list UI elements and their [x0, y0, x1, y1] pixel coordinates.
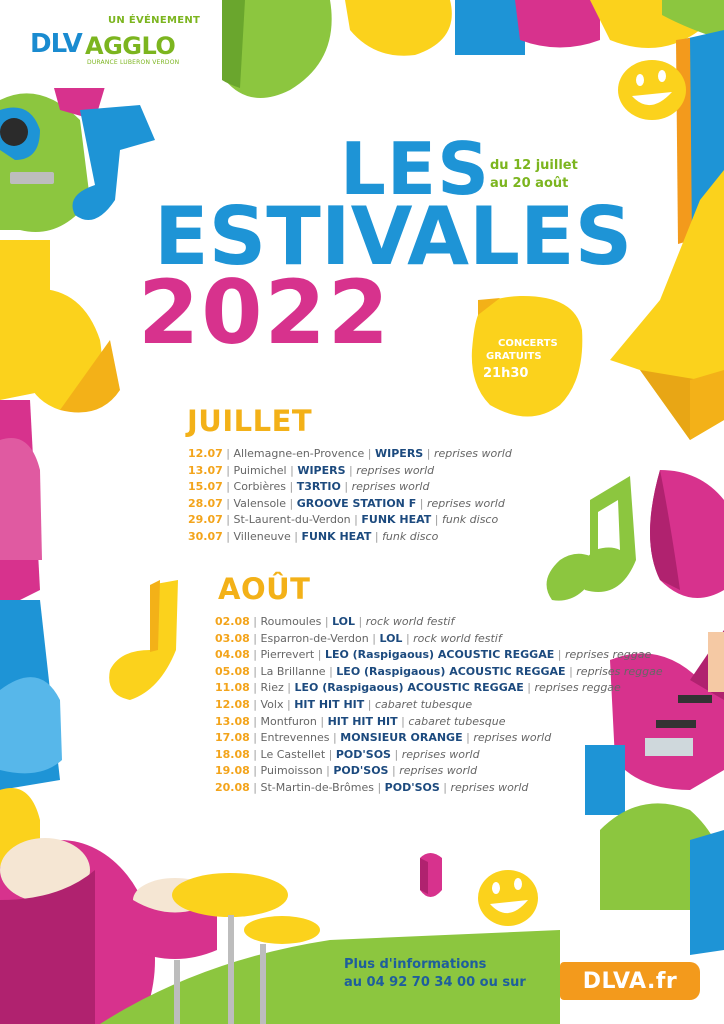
event-date: 28.07	[188, 496, 223, 510]
event-date: 12.08	[215, 697, 250, 711]
logo-subtitle: DURANCE LUBERON VERDON	[87, 59, 180, 66]
event-genre: reprises world	[433, 447, 512, 460]
separator: |	[226, 496, 231, 510]
separator: |	[354, 513, 358, 527]
event-band: LEO (Raspigaous) ACOUSTIC REGGAE	[294, 681, 524, 695]
event-place: Pierrevert	[260, 648, 315, 662]
event-place: Puimichel	[233, 463, 287, 477]
event-date: 02.08	[215, 615, 250, 628]
separator: |	[367, 447, 372, 460]
event-row	[215, 631, 663, 648]
event-row	[188, 512, 512, 529]
website-link[interactable]	[560, 962, 700, 1000]
event-band: MONSIEUR ORANGE	[340, 731, 463, 745]
event-place: Valensole	[233, 496, 287, 510]
smiley-bottom	[478, 870, 538, 926]
separator: |	[253, 631, 258, 645]
event-band: HIT HIT HIT	[294, 697, 365, 711]
separator: |	[317, 648, 322, 662]
event-date: 20.08	[215, 780, 250, 794]
separator: |	[226, 463, 231, 477]
separator: |	[326, 764, 330, 778]
separator: |	[287, 681, 291, 695]
event-genre: cabaret tubesque	[408, 714, 506, 728]
event-genre: reprises world	[399, 764, 478, 778]
dlva-logo	[0, 0, 210, 88]
event-date: 18.08	[215, 747, 250, 761]
event-genre: reprises world	[356, 463, 435, 477]
event-date: 30.07	[188, 529, 223, 543]
orange-strip-right	[676, 38, 692, 244]
event-genre: reprises world	[351, 480, 430, 494]
month-heading-juillet: JUILLET	[187, 404, 313, 438]
event-date: 19.08	[215, 764, 250, 778]
separator: |	[358, 615, 363, 628]
event-row	[215, 730, 663, 747]
separator: |	[405, 631, 410, 645]
event-row	[188, 529, 512, 546]
event-place: Esparron-de-Verdon	[260, 631, 369, 645]
event-row	[215, 780, 663, 797]
event-band: GROOVE STATION F	[296, 496, 417, 510]
event-band: LEO (Raspigaous) ACOUSTIC REGGAE	[336, 664, 566, 678]
event-genre: reprises reggae	[564, 648, 652, 662]
event-row	[188, 446, 512, 463]
event-band: POD'SOS	[384, 780, 440, 794]
cymbal-1	[172, 873, 288, 917]
event-place: Entrevennes	[260, 731, 330, 745]
separator: |	[329, 664, 333, 678]
blue-block-top	[455, 0, 525, 55]
separator: |	[426, 447, 431, 460]
event-date: 05.08	[215, 664, 250, 678]
separator: |	[443, 780, 447, 794]
separator: |	[253, 764, 258, 778]
separator: |	[466, 731, 470, 745]
event-row	[215, 664, 663, 681]
separator: |	[226, 447, 231, 460]
separator: |	[374, 529, 379, 543]
event-place: St-Laurent-du-Verdon	[233, 513, 351, 527]
vertical-credit-mark	[703, 930, 709, 938]
event-date: 13.08	[215, 714, 250, 728]
dates-to: au 20 août	[490, 176, 569, 191]
event-place: Allemagne-en-Provence	[233, 447, 365, 460]
event-genre: rock world festif	[365, 615, 455, 628]
title-year: 2022	[138, 261, 391, 364]
separator: |	[226, 513, 231, 527]
month-heading-aout: AOÛT	[218, 572, 311, 606]
event-genre: reprises world	[401, 747, 480, 761]
separator: |	[289, 480, 294, 494]
event-band: WIPERS	[375, 447, 424, 460]
event-date: 15.07	[188, 480, 223, 494]
separator: |	[289, 496, 294, 510]
event-row	[188, 463, 512, 480]
website-label: DLVA.fr	[582, 968, 678, 994]
event-band: FUNK HEAT	[361, 513, 432, 527]
event-row	[188, 496, 512, 513]
bubble-time: 21h30	[483, 366, 529, 381]
event-genre: reprises world	[473, 731, 552, 745]
event-genre: cabaret tubesque	[375, 697, 473, 711]
event-band: WIPERS	[297, 463, 346, 477]
event-place: Villeneuve	[233, 529, 291, 543]
title-line-1: LES	[340, 127, 490, 211]
info-line-1: Plus d'informations	[344, 957, 487, 972]
yellow-note-top	[345, 0, 452, 56]
separator: |	[286, 697, 291, 711]
separator: |	[253, 714, 258, 728]
separator: |	[324, 615, 329, 628]
event-band: LEO (Raspigaous) ACOUSTIC REGGAE	[324, 648, 555, 662]
event-row	[215, 763, 663, 780]
separator: |	[294, 529, 298, 543]
bubble-concerts: CONCERTS	[498, 338, 558, 349]
logo-event-label: UN ÉVÉNEMENT	[108, 15, 201, 26]
separator: |	[253, 780, 258, 794]
cymbal-2	[244, 916, 320, 944]
separator: |	[320, 714, 325, 728]
separator: |	[253, 648, 258, 662]
separator: |	[226, 480, 231, 494]
event-band: FUNK HEAT	[301, 529, 372, 543]
event-list-juillet	[188, 446, 512, 546]
logo-agglo-text: AGGLO	[85, 32, 176, 60]
separator: |	[253, 681, 258, 695]
event-date: 17.08	[215, 731, 250, 745]
event-genre: reprises reggae	[576, 664, 663, 678]
event-list-aout	[215, 614, 663, 797]
event-band: T3RTIO	[296, 480, 341, 494]
event-date: 13.07	[188, 463, 223, 477]
event-place: Puimoisson	[260, 764, 323, 778]
event-genre: funk disco	[441, 513, 499, 527]
event-genre: reprises reggae	[534, 681, 621, 695]
event-place: Volx	[260, 697, 284, 711]
separator: |	[419, 496, 424, 510]
event-place: St-Martin-de-Brômes	[260, 780, 374, 794]
separator: |	[527, 681, 531, 695]
magenta-note-top	[515, 0, 600, 48]
event-band: LOL	[379, 631, 403, 645]
event-place: Le Castellet	[260, 747, 326, 761]
event-band: LOL	[332, 615, 356, 628]
yellow-note-mid-left	[109, 580, 178, 700]
separator: |	[367, 697, 372, 711]
event-row	[215, 680, 663, 697]
event-row	[215, 747, 663, 764]
event-genre: reprises world	[426, 496, 505, 510]
separator: |	[557, 648, 562, 662]
separator: |	[344, 480, 349, 494]
separator: |	[394, 747, 399, 761]
event-place: La Brillanne	[260, 664, 326, 678]
event-row	[215, 614, 663, 631]
event-genre: reprises world	[450, 780, 529, 794]
event-row	[215, 647, 663, 664]
dates-from: du 12 juillet	[490, 158, 578, 173]
event-date: 04.08	[215, 648, 250, 662]
event-date: 29.07	[188, 513, 223, 527]
event-row	[215, 697, 663, 714]
event-genre: funk disco	[382, 529, 439, 543]
separator: |	[349, 463, 353, 477]
separator: |	[391, 764, 396, 778]
green-note-right	[547, 476, 636, 601]
separator: |	[328, 747, 333, 761]
event-date: 11.08	[215, 681, 250, 695]
separator: |	[401, 714, 405, 728]
separator: |	[333, 731, 337, 745]
smiley-top	[618, 60, 686, 120]
event-band: POD'SOS	[333, 764, 389, 778]
event-band: POD'SOS	[335, 747, 391, 761]
event-row	[188, 479, 512, 496]
event-genre: rock world festif	[413, 631, 502, 645]
event-row	[215, 714, 663, 731]
bubble-gratuits: GRATUITS	[486, 351, 542, 362]
separator: |	[290, 463, 294, 477]
separator: |	[253, 731, 258, 745]
event-place: Montfuron	[260, 714, 317, 728]
event-place: Riez	[260, 681, 284, 695]
separator: |	[434, 513, 439, 527]
title-line-2: ESTIVALES	[154, 190, 633, 283]
event-date: 03.08	[215, 631, 250, 645]
separator: |	[377, 780, 382, 794]
separator: |	[226, 529, 231, 543]
separator: |	[569, 664, 573, 678]
event-date: 12.07	[188, 447, 223, 460]
separator: |	[253, 747, 258, 761]
separator: |	[253, 615, 258, 628]
event-place: Corbières	[233, 480, 287, 494]
info-phone-line: au 04 92 70 34 00 ou sur	[344, 975, 526, 990]
event-place: Roumoules	[260, 615, 322, 628]
separator: |	[253, 664, 258, 678]
event-band: HIT HIT HIT	[327, 714, 398, 728]
separator: |	[253, 697, 258, 711]
logo-dlv-text: DLV	[30, 29, 82, 59]
separator: |	[372, 631, 376, 645]
